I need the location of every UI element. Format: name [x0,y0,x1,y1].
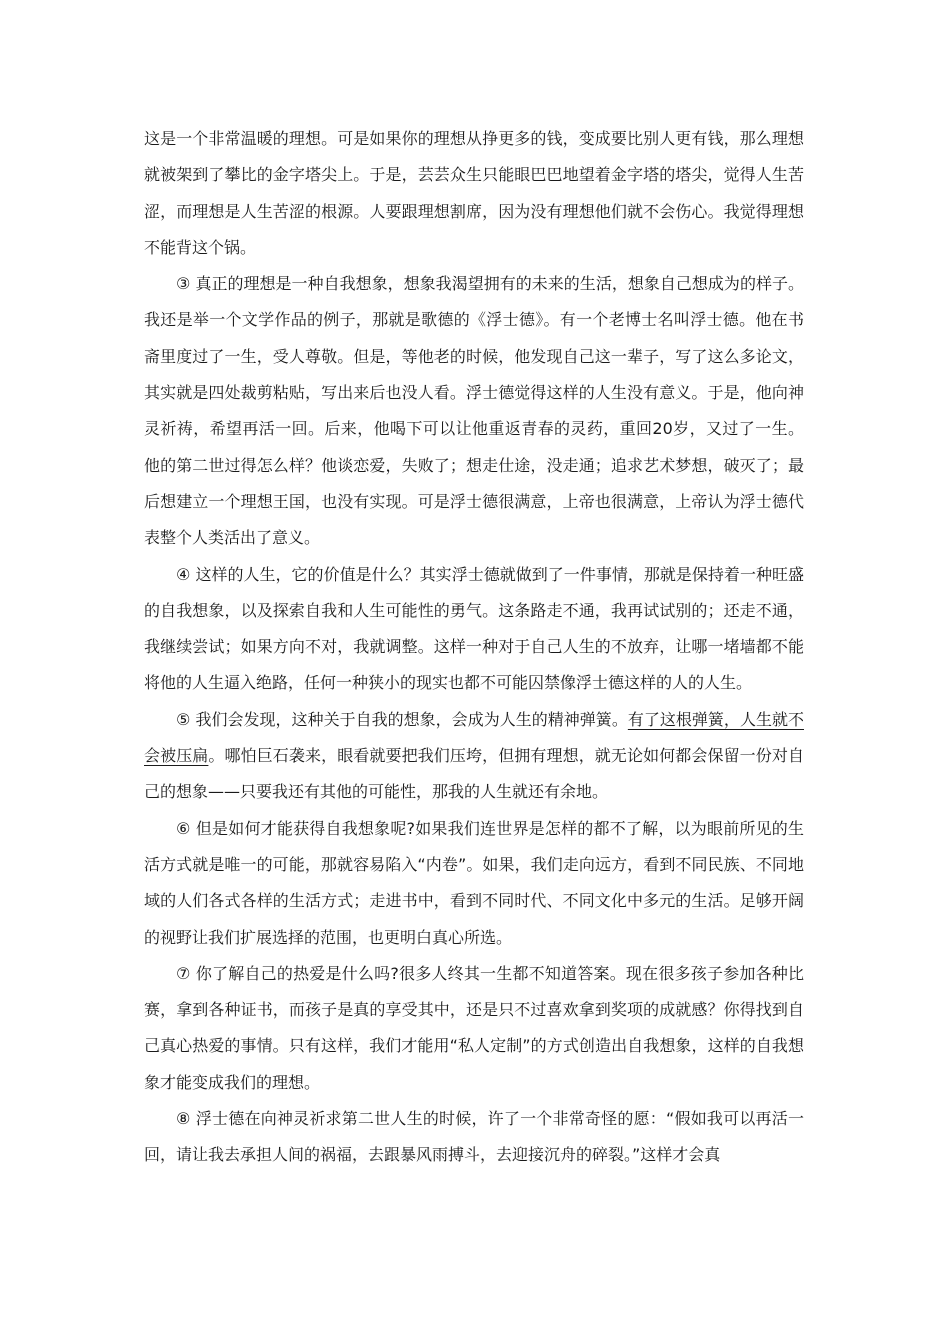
paragraph-text: ④ 这样的人生，它的价值是什么？其实浮士德就做到了一件事情，那就是保持着一种旺盛的自我想象，以及探索自我和人生可能性的勇气。这条路走不通，我再试试别的；还走不通，我继续尝试；如果方向不对，我就调整。这样一种对于自己人生的不放弃，让哪一堵墙都不能将他的人生逼入绝路，任何一种狭小的现实也都不可能囚禁像浮士德这样的人的人生。 [144,564,804,693]
paragraph-7 [144,956,804,1101]
paragraph-text: 这是一个非常温暖的理想。可是如果你的理想从挣更多的钱，变成要比别人更有钱，那么理想就被架到了攀比的金字塔尖上。于是，芸芸众生只能眼巴巴地望着金字塔的塔尖，觉得人生苦涩，而理想是人生苦涩的根源。人要跟理想割席，因为没有理想他们就不会伤心。我觉得理想不能背这个锅。 [144,129,804,257]
paragraph-3 [144,266,804,556]
paragraph-text: ⑦ 你了解自己的热爱是什么吗?很多人终其一生都不知道答案。现在很多孩子参加各种比赛，拿到各种证书，而孩子是真的享受其中，还是只不过喜欢拿到奖项的成就感？你得找到自己真心热爱的事情。只有这样，我们才能用“私人定制”的方式创造出自我想象，这样的自我想象才能变成我们的理想。 [144,963,804,1092]
article-body [144,121,804,1174]
paragraph-6 [144,811,804,956]
paragraph-text: ③ 真正的理想是一种自我想象，想象我渴望拥有的未来的生活，想象自己想成为的样子。我还是举一个文学作品的例子，那就是歌德的《浮士德》。有一个老博士名叫浮士德。他在书斋里度过了一生，受人尊敬。但是，等他老的时候，他发现自己这一辈子，写了这么多论文，其实就是四处裁剪粘贴，写出来后也没人看。浮士德觉得这样的人生没有意义。于是，他向神灵祈祷，希望再活一回。后来，他喝下可以让他重返青春的灵药，重回20岁，又过了一生。他的第二世过得怎么样？他谈恋爱，失败了；想走仕途，没走通；追求艺术梦想，破灭了；最后想建立一个理想王国，也没有实现。可是浮士德很满意，上帝也很满意，上帝认为浮士德代表整个人类活出了意义。 [144,274,804,548]
paragraph-text: 。哪怕巨石袭来，眼看就要把我们压垮，但拥有理想，就无论如何都会保留一份对自己的想象——只要我还有其他的可能性，那我的人生就还有余地。 [144,746,804,802]
paragraph-5 [144,702,804,811]
underlined-sentence: 有了这根弹簧，人生就不会被压扁 [144,709,804,766]
paragraph-8 [144,1101,804,1174]
paragraph-text: ⑥ 但是如何才能获得自我想象呢?如果我们连世界是怎样的都不了解，以为眼前所见的生活方式就是唯一的可能，那就容易陷入“内卷”。如果，我们走向远方，看到不同民族、不同地域的人们各式各样的生活方式；走进书中，看到不同时代、不同文化中多元的生活。足够开阔的视野让我们扩展选择的范围，也更明白真心所选。 [144,818,804,947]
paragraph-4 [144,557,804,702]
paragraph-text: ⑧ 浮士德在向神灵祈求第二世人生的时候，许了一个非常奇怪的愿：“假如我可以再活一回，请让我去承担人间的祸福，去跟暴风雨搏斗，去迎接沉舟的碎裂。”这样才会真 [144,1109,804,1165]
paragraph-text: ⑤ 我们会发现，这种关于自我的想象，会成为人生的精神弹簧。 [176,709,628,729]
paragraph-intro [144,121,804,266]
